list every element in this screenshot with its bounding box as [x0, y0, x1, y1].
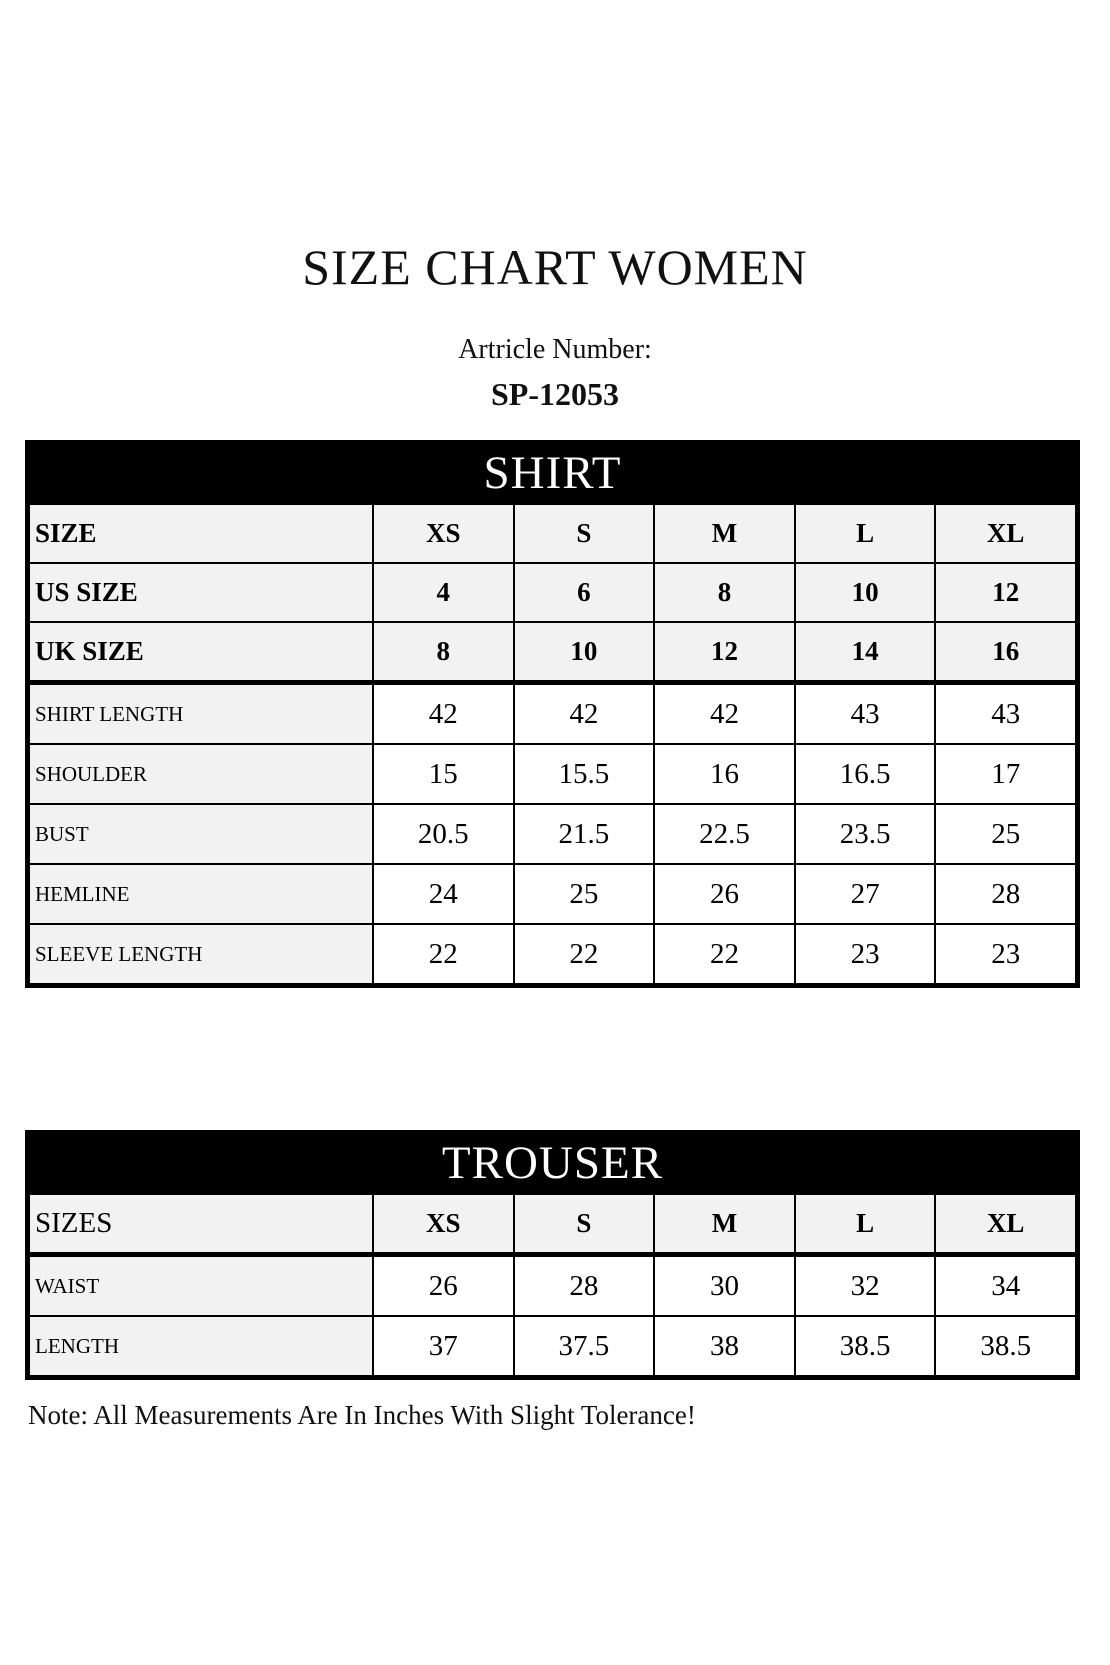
row-label-cell: WAIST: [29, 1255, 373, 1317]
row-label-cell: SHIRT LENGTH: [29, 683, 373, 745]
value-cell: 14: [795, 622, 936, 683]
value-cell: 30: [654, 1255, 795, 1317]
value-cell: L: [795, 1194, 936, 1255]
value-cell: 8: [654, 563, 795, 622]
row-label-cell: SIZES: [29, 1194, 373, 1255]
row-label-cell: SHOULDER: [29, 744, 373, 804]
value-cell: 22: [373, 924, 514, 984]
value-cell: 22.5: [654, 804, 795, 864]
value-cell: 43: [935, 683, 1076, 745]
value-cell: 10: [795, 563, 936, 622]
row-label-cell: BUST: [29, 804, 373, 864]
trouser-table-title: TROUSER: [28, 1133, 1077, 1193]
value-cell: XS: [373, 504, 514, 563]
value-cell: 42: [654, 683, 795, 745]
table-row: [29, 804, 1076, 864]
value-cell: 4: [373, 563, 514, 622]
value-cell: 23: [795, 924, 936, 984]
value-cell: M: [654, 504, 795, 563]
row-label-cell: SLEEVE LENGTH: [29, 924, 373, 984]
value-cell: 12: [935, 563, 1076, 622]
value-cell: XS: [373, 1194, 514, 1255]
value-cell: 42: [373, 683, 514, 745]
page-title: SIZE CHART WOMEN: [302, 239, 808, 295]
value-cell: S: [514, 504, 655, 563]
value-cell: 6: [514, 563, 655, 622]
trouser-table-grid: [28, 1193, 1077, 1377]
value-cell: 20.5: [373, 804, 514, 864]
trouser-size-table: [25, 1130, 1080, 1380]
value-cell: 22: [514, 924, 655, 984]
value-cell: 8: [373, 622, 514, 683]
value-cell: XL: [935, 1194, 1076, 1255]
table-row: [29, 563, 1076, 622]
table-row: [29, 504, 1076, 563]
value-cell: 42: [514, 683, 655, 745]
table-row: [29, 622, 1076, 683]
table-row: [29, 744, 1076, 804]
value-cell: 38.5: [935, 1316, 1076, 1376]
table-row: [29, 1316, 1076, 1376]
value-cell: 12: [654, 622, 795, 683]
value-cell: 27: [795, 864, 936, 924]
value-cell: 15: [373, 744, 514, 804]
row-label-cell: HEMLINE: [29, 864, 373, 924]
table-row: [29, 864, 1076, 924]
value-cell: 25: [935, 804, 1076, 864]
value-cell: 26: [373, 1255, 514, 1317]
shirt-table-grid: [28, 503, 1077, 985]
table-row: [29, 683, 1076, 745]
value-cell: 24: [373, 864, 514, 924]
row-label-cell: US SIZE: [29, 563, 373, 622]
value-cell: 37.5: [514, 1316, 655, 1376]
table-row: [29, 1255, 1076, 1317]
table-row: [29, 1194, 1076, 1255]
value-cell: 22: [654, 924, 795, 984]
row-label-cell: LENGTH: [29, 1316, 373, 1376]
value-cell: 16: [654, 744, 795, 804]
value-cell: 38.5: [795, 1316, 936, 1376]
value-cell: XL: [935, 504, 1076, 563]
value-cell: 16: [935, 622, 1076, 683]
article-number-value: SP-12053: [491, 376, 619, 412]
value-cell: 34: [935, 1255, 1076, 1317]
table-row: [29, 924, 1076, 984]
value-cell: 23.5: [795, 804, 936, 864]
shirt-size-table: [25, 440, 1080, 988]
value-cell: 26: [654, 864, 795, 924]
value-cell: 28: [514, 1255, 655, 1317]
value-cell: 15.5: [514, 744, 655, 804]
value-cell: L: [795, 504, 936, 563]
value-cell: 38: [654, 1316, 795, 1376]
value-cell: 28: [935, 864, 1076, 924]
value-cell: 17: [935, 744, 1076, 804]
value-cell: 32: [795, 1255, 936, 1317]
note-text: Note: All Measurements Are In Inches With Slight Tolerance!: [28, 1400, 696, 1430]
value-cell: 43: [795, 683, 936, 745]
row-label-cell: SIZE: [29, 504, 373, 563]
value-cell: 21.5: [514, 804, 655, 864]
value-cell: 25: [514, 864, 655, 924]
value-cell: M: [654, 1194, 795, 1255]
value-cell: 10: [514, 622, 655, 683]
article-number-label: Artricle Number:: [458, 334, 652, 365]
shirt-table-title: SHIRT: [28, 443, 1077, 503]
value-cell: S: [514, 1194, 655, 1255]
value-cell: 16.5: [795, 744, 936, 804]
row-label-cell: UK SIZE: [29, 622, 373, 683]
value-cell: 23: [935, 924, 1076, 984]
value-cell: 37: [373, 1316, 514, 1376]
